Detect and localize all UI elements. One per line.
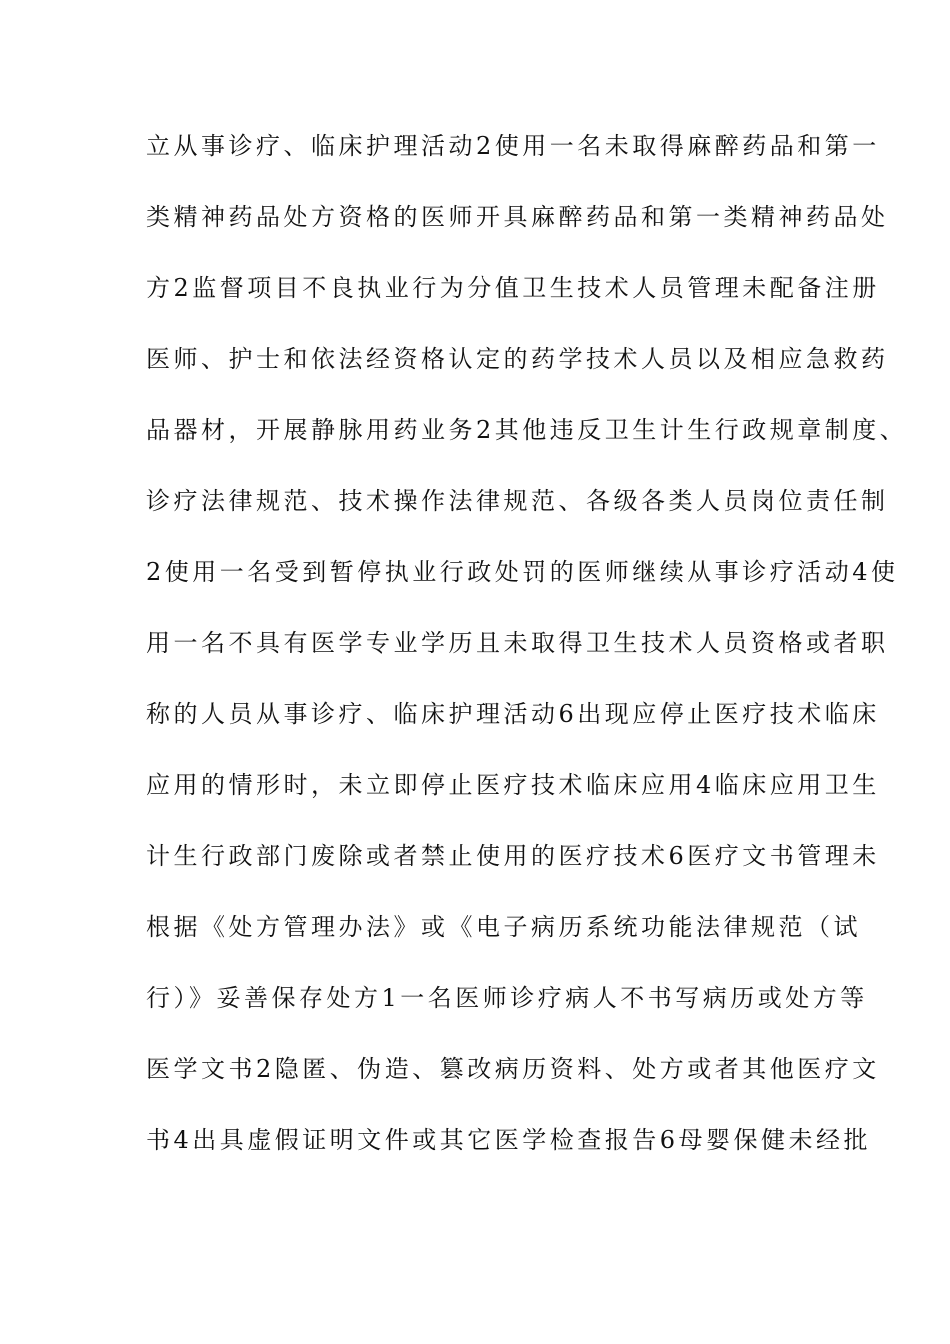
body-text [146,128,908,1193]
text-line: 称的人员从事诊疗、临床护理活动6出现应停止医疗技术临床 [146,700,880,728]
text-line: 计生行政部门废除或者禁止使用的医疗技术6医疗文书管理未 [146,842,880,870]
text-line: 医师、护士和依法经资格认定的药学技术人员以及相应急救药 [146,345,889,373]
text-line: 行）》妥善保存处方1一名医师诊疗病人不书写病历或处方等 [146,984,868,1012]
text-line: 医学文书2隐匿、伪造、篡改病历资料、处方或者其他医疗文 [146,1055,880,1083]
text-line: 书4出具虚假证明文件或其它医学检查报告6母婴保健未经批 [146,1126,872,1154]
text-line: 类精神药品处方资格的医师开具麻醉药品和第一类精神药品处 [146,203,889,231]
text-line: 诊疗法律规范、技术操作法律规范、各级各类人员岗位责任制 [146,487,889,515]
text-line: 用一名不具有医学专业学历且未取得卫生技术人员资格或者职 [146,629,889,657]
text-line: 2使用一名受到暂停执业行政处罚的医师继续从事诊疗活动4使 [146,558,899,586]
text-line: 立从事诊疗、临床护理活动2使用一名未取得麻醉药品和第一 [146,132,880,160]
text-line: 应用的情形时，未立即停止医疗技术临床应用4临床应用卫生 [146,771,880,799]
text-line: 品器材，开展静脉用药业务2其他违反卫生计生行政规章制度、 [146,416,908,444]
text-line: 根据《处方管理办法》或《电子病历系统功能法律规范（试 [146,913,861,941]
text-line: 方2监督项目不良执业行为分值卫生技术人员管理未配备注册 [146,274,880,302]
